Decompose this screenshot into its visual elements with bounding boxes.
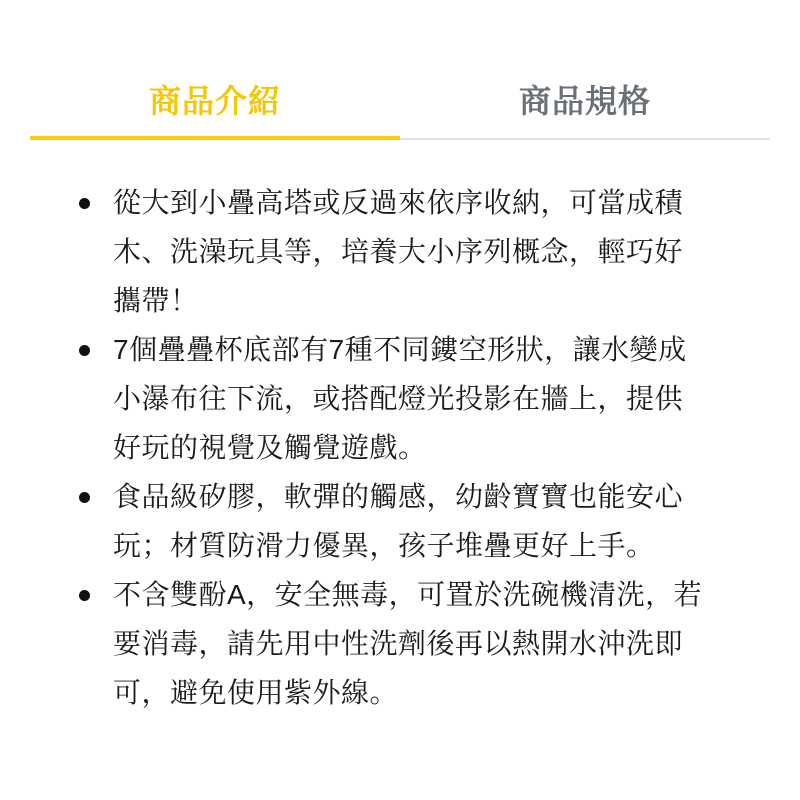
list-item-text: 可，避免使用紫外線。 [113,677,399,708]
list-item-text: 好玩的視覺及觸覺遊戲。 [113,432,427,463]
bullet-icon [79,590,90,601]
list-item [0,472,800,570]
tab-product-specs[interactable]: 商品規格 [518,83,651,119]
list-item-text: 不含雙酚A，安全無毒，可置於洗碗機清洗，若 [113,579,703,610]
bullet-icon [79,492,90,503]
list-item-text: 木、洗澡玩具等，培養大小序列概念，輕巧好 [113,236,684,267]
tab-bar [30,60,770,142]
list-item [0,325,800,472]
product-feature-list [0,178,800,717]
bullet-icon [79,345,90,356]
list-item-text: 食品級矽膠，軟彈的觸感，幼齡寶寶也能安心 [113,481,684,512]
tab-product-intro[interactable]: 商品介紹 [148,83,281,119]
bullet-icon [79,198,90,209]
list-item-text: 7個疊疊杯底部有7種不同鏤空形狀，讓水變成 [113,334,687,365]
active-tab-indicator [30,136,400,140]
list-item-text: 要消毒，請先用中性洗劑後再以熱開水沖洗即 [113,628,684,659]
list-item [0,570,800,717]
list-item-text: 從大到小疊高塔或反過來依序收納，可當成積 [113,187,684,218]
list-item-text: 小瀑布往下流，或搭配燈光投影在牆上，提供 [113,383,684,414]
list-item-text: 攜帶！ [113,285,199,316]
list-item-text: 玩；材質防滑力優異，孩子堆疊更好上手。 [113,530,655,561]
list-item [0,178,800,325]
